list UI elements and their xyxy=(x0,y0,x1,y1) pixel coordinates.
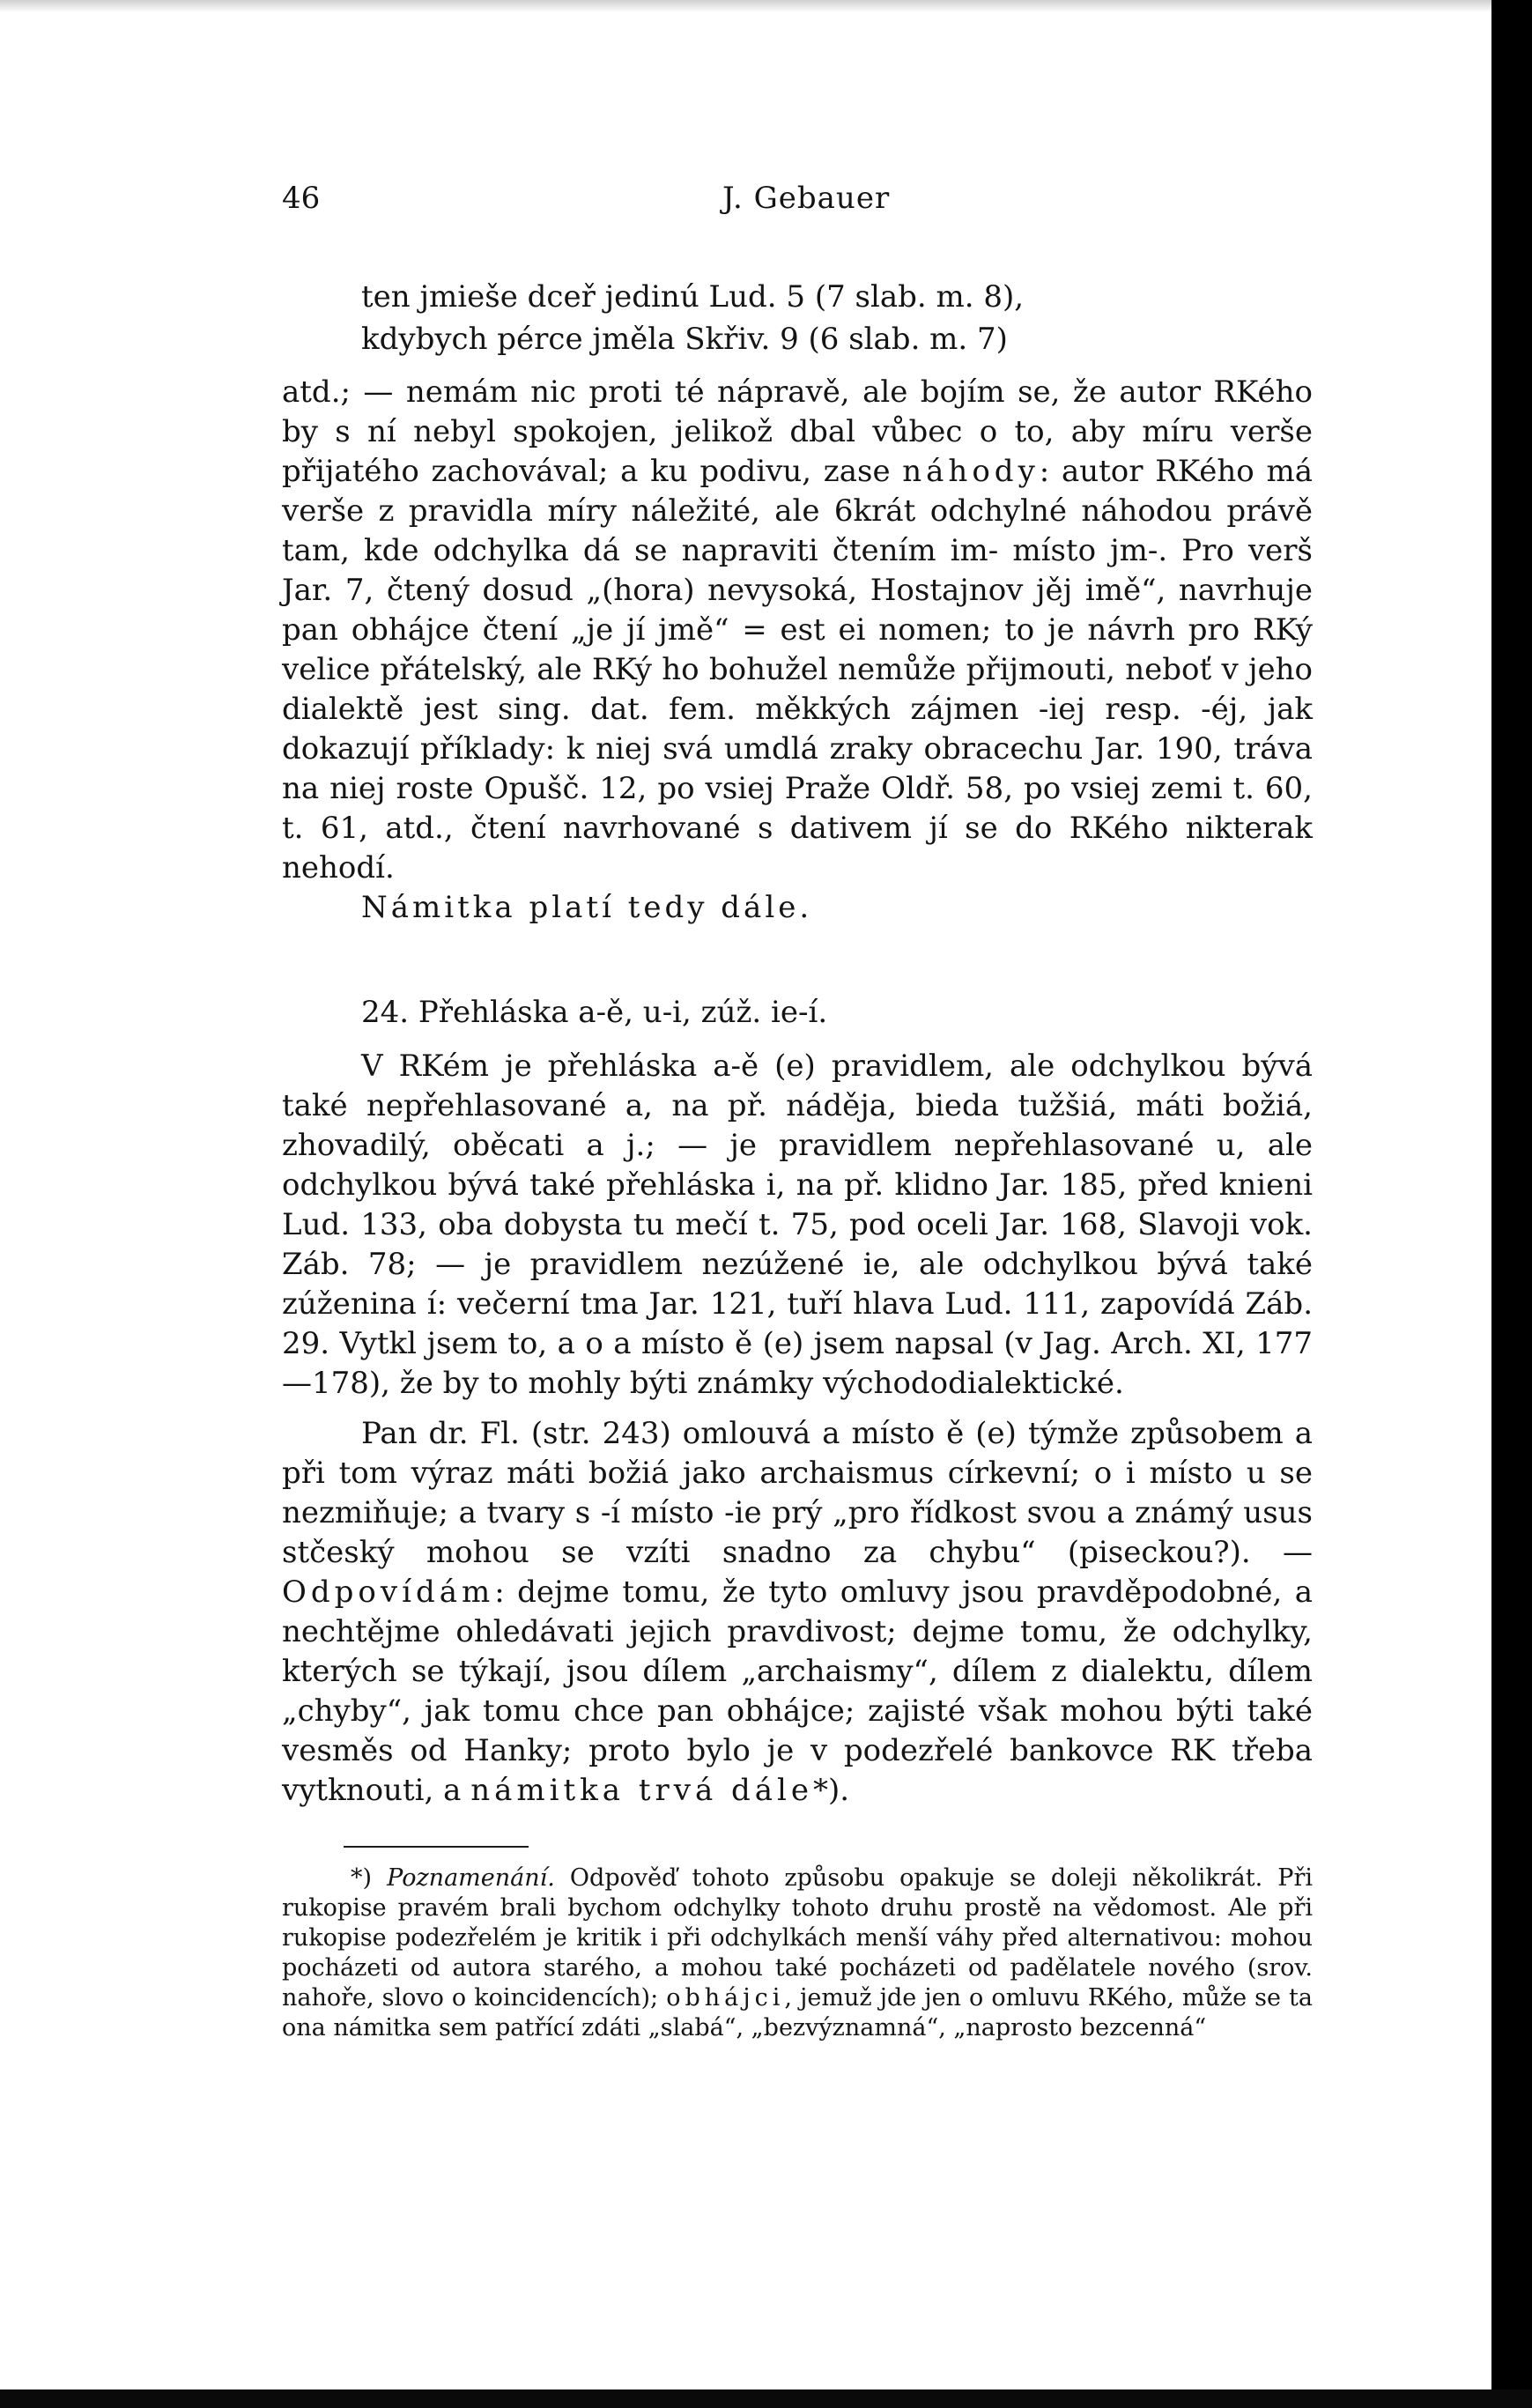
page-number: 46 xyxy=(282,181,321,216)
footnote xyxy=(282,1863,1313,2043)
conclusion-line: Námitka platí tedy dále. xyxy=(361,890,813,925)
book-page xyxy=(282,181,1313,2067)
text-run: *). xyxy=(813,1773,850,1808)
spaced-emphasis: obhájci xyxy=(666,1984,785,2012)
spaced-emphasis: námitka trvá dále xyxy=(470,1773,814,1808)
verse-quotation xyxy=(361,276,1313,360)
paragraph-umlaut: V RKém je přehláska a-ě (e) pravidlem, ale odchylkou bývá také nepřehlasované a, na př. nádějа, bieda tužšiá, máti božiá, zhovadilý, oběcati a j.; — je pravidlem nepřehlasované u, ale odchylkou bývá také přehláska i, na př. klidno Jar. 185, před knieni Lud. 133, oba dobysta tu mečí t. 75, pod oceli Jar. 168, Slavoji vok. Záb. 78; — je pravidlem nezúžené ie, ale odchylkou bývá také zúženina í: večerní tma Jar. 121, tuří hlava Lud. 111, zapovídá Záb. 29. Vytkl jsem to, a o a místo ě (e) jsem napsal (v Jag. Arch. XI, 177—178), že by to mohly býti známky východodialektické. xyxy=(282,1048,1313,1401)
text-run: , jemuž jde jen o omluvu RKého, může se ta ona námitka sem patřící zdáti „slabá“, „bezvýznamná“, „naprosto bezcenná“ xyxy=(282,1984,1313,2041)
page-header xyxy=(282,181,1313,233)
footnote-mark: *) xyxy=(351,1864,388,1892)
scan-edge-top xyxy=(0,0,1532,12)
verse-line: ten jmieše dceř jedinú Lud. 5 (7 slab. m. 8), xyxy=(361,279,1025,315)
paragraph-reply xyxy=(282,1414,1313,1811)
scan-edge-bottom xyxy=(0,2389,1532,2408)
text-run: : dejme tomu, že tyto omluvy jsou pravděpodobné, a nechtějme ohledávati jejich pravdivost; dejme tomu, že odchylky, kterých se týkají, jsou dílem „archaismy“, dílem z dialektu, dílem „chyby“, jak tomu chce pan obhájce; zajisté však mohou býti také vesměs od Hanky; proto bylo je v podezřelé bankovce RK třeba vytknouti, a xyxy=(282,1574,1313,1808)
text-run: : autor RKého má verše z pravidla míry náležité, ale 6krát odchylné náhodou právě tam, kde odchylka dá se napraviti čtením im- místo jm-. Pro verš Jar. 7, čtený dosud „(hora) nevysoká, Hostajnov jěj imě“, navrhuje pan obhájce čtení „je jí jmě“ = est ei nomen; to je návrh pro RKý velice přátelský, ale RKý ho bohužel nemůže přijmouti, neboť v jeho dialektě jest sing. dat. fem. měkkých zájmen -iej resp. -éj, jak dokazují příklady: k niej svá umdlá zraky obracechu Jar. 190, tráva na niej roste Opušč. 12, po vsiej Praže Oldř. 58, po vsiej zemi t. 60, t. 61, atd., čtení navrhované s dativem jí se do RKého nikterak nehodí. xyxy=(282,454,1313,885)
scan-edge-right xyxy=(1491,0,1532,2408)
spaced-emphasis: náhody xyxy=(902,454,1040,489)
text-run: Pan dr. Fl. (str. 243) omlouvá a místo ě (e) týmže způsobem a při tom výraz máti božiá jako archaismus církevní; o i místo u se nezmiňuje; a tvary s -í místo -ie prý „pro řídkost svou a známý usus stčeský mohou se vzíti snadno za chybu“ (piseckou?). — xyxy=(282,1416,1313,1570)
spaced-emphasis: Odpovídám xyxy=(282,1574,495,1610)
running-head: J. Gebauer xyxy=(722,181,891,216)
footnote-label: Poznamenání. xyxy=(387,1864,555,1892)
section-heading: 24. Přehláska a-ě, u-i, zúž. ie-í. xyxy=(361,995,828,1030)
verse-line: kdybych pérce jměla Skřiv. 9 (6 slab. m. 7) xyxy=(361,322,1008,357)
text-run: Odpověď tohoto způsobu opakuje se doleji několikrát. Při rukopise pravém brali bychom odchylky tohoto druhu prostě na vědomost. Ale při rukopise podezřelém je kritik i při odchylkách menší váhy před alternativou: mohou pocházeti od autora starého, a mohou také pocházeti od padělatele nového (srov. nahoře, slovo o koincidencích); xyxy=(282,1864,1313,2012)
text-run: atd.; — nemám nic proti té nápravě, ale bojím se, že autor RKého by s ní nebyl spokojen, jelikož dbal vůbec o to, aby míru verše přijatého zachovával; a ku podivu, zase xyxy=(282,374,1313,489)
paragraph-critique xyxy=(282,373,1313,888)
footnote-rule xyxy=(344,1846,529,1848)
